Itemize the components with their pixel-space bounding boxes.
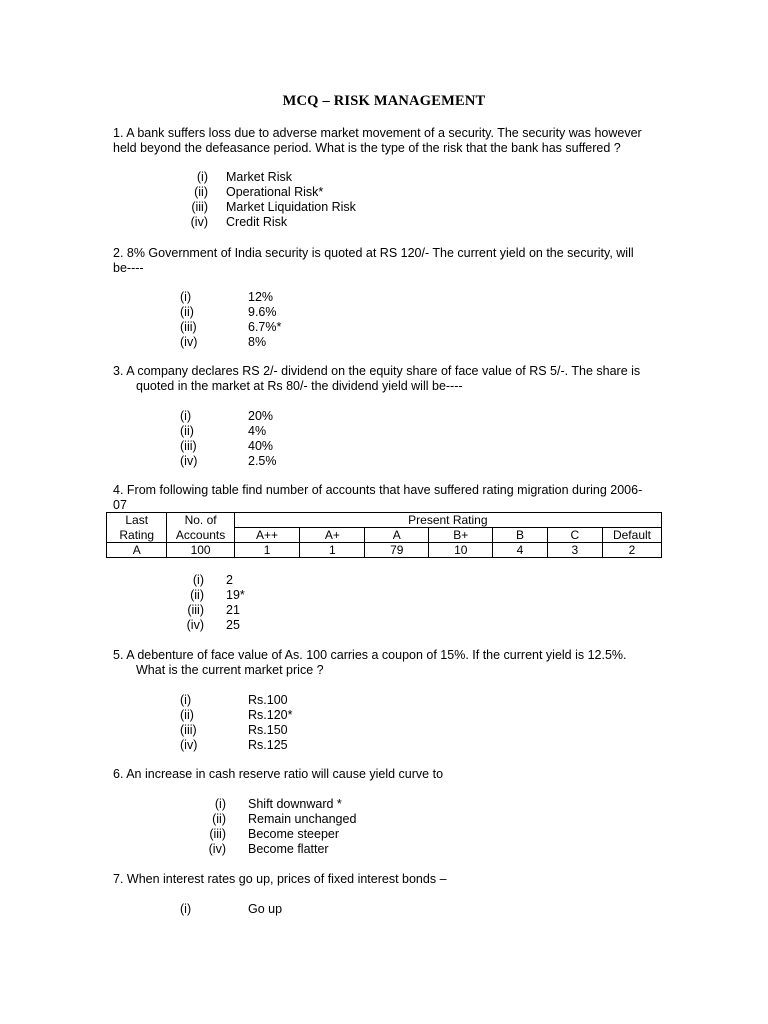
option-number: (ii) [180, 305, 194, 319]
option-text: Go up [248, 902, 283, 916]
question-4 [113, 483, 658, 513]
question-6 [113, 767, 658, 782]
question-2-line-2: be---- [113, 261, 144, 275]
question-6-line-1: 6. An increase in cash reserve ratio will cause yield curve to [113, 767, 444, 781]
table-header-row-2 [107, 528, 662, 543]
cell-value: 1 [234, 543, 300, 558]
option-text: 19* [226, 588, 245, 602]
question-7-line-1: 7. When interest rates go up, prices of fixed interest bonds – [113, 872, 447, 886]
cell-last-rating: A [107, 543, 167, 558]
option-text: 6.7%* [248, 320, 282, 334]
option-text: 12% [248, 290, 274, 304]
option-text: Rs.150 [248, 723, 288, 737]
option-text: Rs.120* [248, 708, 293, 722]
option-number: (iii) [187, 603, 204, 617]
question-3 [113, 364, 658, 394]
option-number: (i) [180, 693, 192, 707]
option-number: (ii) [190, 588, 204, 602]
header-no-of-accounts: No. of [167, 513, 234, 528]
option-text: 4% [248, 424, 267, 438]
option-text: Shift downward * [248, 797, 342, 811]
question-5 [113, 648, 658, 678]
option-text: Market Risk [226, 170, 292, 184]
option-number: (ii) [180, 708, 194, 722]
option-number: (ii) [194, 185, 208, 199]
cell-value: 3 [547, 543, 602, 558]
option-number: (iii) [191, 200, 208, 214]
header-rating: B+ [429, 528, 493, 543]
header-rating: A+ [300, 528, 365, 543]
question-1-line-2: held beyond the defeasance period. What is the type of the risk that the bank has suffered ? [113, 141, 621, 155]
option-text: Market Liquidation Risk [226, 200, 356, 214]
header-rating: Default [602, 528, 661, 543]
option-number: (i) [192, 573, 204, 587]
option-text: 40% [248, 439, 274, 453]
question-5-line-1: 5. A debenture of face value of As. 100 carries a coupon of 15%. If the current yield is 12.5%. [113, 648, 627, 662]
option-number: (ii) [180, 424, 194, 438]
question-7 [113, 872, 658, 887]
header-no-of-accounts-2: Accounts [167, 528, 234, 543]
header-rating: A++ [234, 528, 300, 543]
option-number: (iv) [180, 738, 198, 752]
option-number: (i) [196, 170, 208, 184]
option-text: Credit Risk [226, 215, 288, 229]
cell-value: 1 [300, 543, 365, 558]
document-title: MCQ – RISK MANAGEMENT [282, 93, 486, 109]
option-text: 9.6% [248, 305, 277, 319]
option-text: 25 [226, 618, 240, 632]
question-2-line-1: 2. 8% Government of India security is quoted at RS 120/- The current yield on the security, will [113, 246, 634, 260]
question-5-line-2: What is the current market price ? [136, 663, 324, 677]
option-text: 20% [248, 409, 274, 423]
header-last-rating-2: Rating [107, 528, 167, 543]
option-number: (iii) [209, 827, 226, 841]
option-text: 8% [248, 335, 267, 349]
option-text: Operational Risk* [226, 185, 324, 199]
option-number: (iv) [186, 618, 204, 632]
option-number: (iv) [180, 454, 198, 468]
question-2 [113, 246, 658, 276]
header-last-rating: Last [107, 513, 167, 528]
question-3-line-1: 3. A company declares RS 2/- dividend on the equity share of face value of RS 5/-. The share is [113, 364, 641, 378]
cell-value: 4 [493, 543, 547, 558]
header-rating: B [493, 528, 547, 543]
option-number: (iv) [190, 215, 208, 229]
header-rating: A [365, 528, 429, 543]
option-text: Become steeper [248, 827, 340, 841]
option-number: (i) [180, 409, 192, 423]
cell-value: 79 [365, 543, 429, 558]
cell-accounts: 100 [167, 543, 234, 558]
option-text: 21 [226, 603, 240, 617]
option-text: Remain unchanged [248, 812, 357, 826]
table-row [107, 543, 662, 558]
option-number: (iii) [180, 320, 197, 334]
cell-value: 2 [602, 543, 661, 558]
option-number: (ii) [212, 812, 226, 826]
option-number: (iii) [180, 723, 197, 737]
question-4-line-2: 07 [113, 498, 127, 512]
option-number: (i) [180, 902, 192, 916]
option-number: (iv) [208, 842, 226, 856]
option-text: Rs.100 [248, 693, 288, 707]
question-3-line-2: quoted in the market at Rs 80/- the dividend yield will be---- [136, 379, 463, 393]
option-number: (iii) [180, 439, 197, 453]
rating-migration-table [106, 512, 662, 558]
question-1 [113, 126, 658, 156]
option-text: 2 [226, 573, 233, 587]
option-number: (i) [180, 290, 192, 304]
question-4-line-1: 4. From following table find number of accounts that have suffered rating migration during 2006- [113, 483, 643, 497]
option-text: 2.5% [248, 454, 277, 468]
table-header-row-1 [107, 513, 662, 528]
option-text: Become flatter [248, 842, 329, 856]
option-number: (iv) [180, 335, 198, 349]
option-text: Rs.125 [248, 738, 288, 752]
option-number: (i) [214, 797, 226, 811]
cell-value: 10 [429, 543, 493, 558]
header-present-rating: Present Rating [234, 513, 661, 528]
header-rating: C [547, 528, 602, 543]
question-1-line-1: 1. A bank suffers loss due to adverse market movement of a security. The security was however [113, 126, 642, 140]
